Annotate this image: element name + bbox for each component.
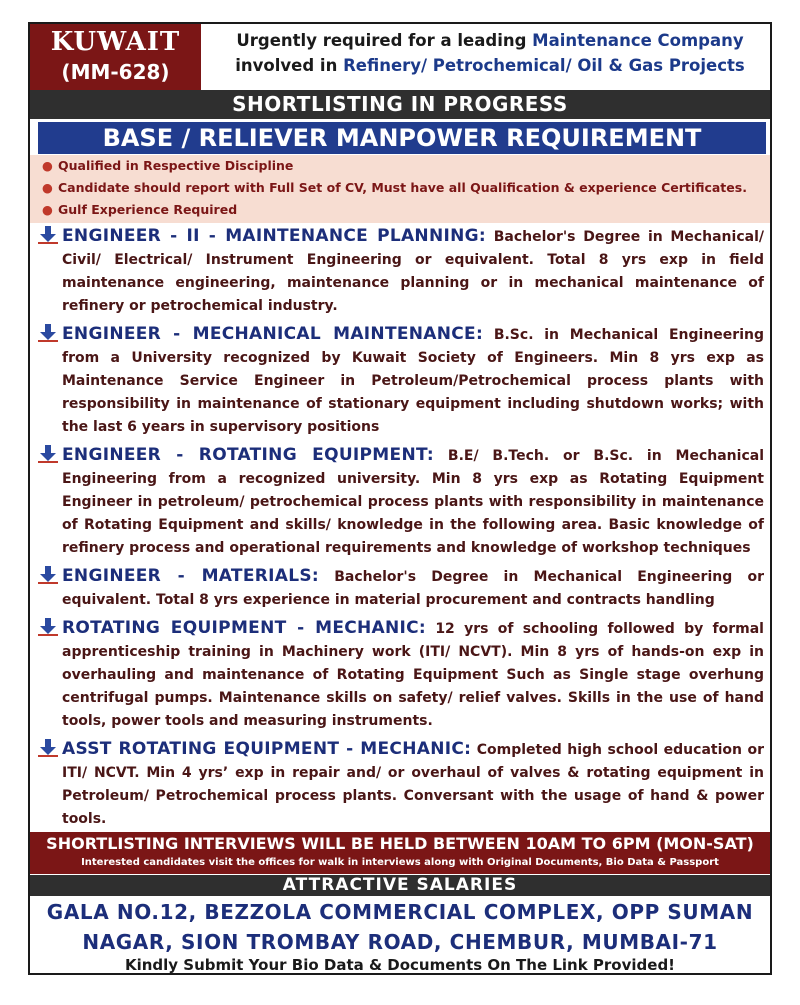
address-line-1: GALA NO.12, BEZZOLA COMMERCIAL COMPLEX, OPP SUMAN [46,900,754,924]
job-title: ASST ROTATING EQUIPMENT - MECHANIC: [62,739,472,759]
job-description: 12 yrs of schooling followed by formal apprenticeship training in Machinery work (ITI/ NCVT). Min 8 yrs of hands-on exp in overhauling and maintenance of Rotating Equipment Such as Single stage overhung centrifugal pumps. Maintenance skills on safety/ relief valves. Skills in the use of hand tools, power tools and measuring instruments. [62,621,764,729]
down-arrow-icon [38,444,58,464]
company-type: Maintenance Company [532,31,744,50]
qualification-text: Qualified in Respective Discipline [58,158,294,173]
job-item [30,565,770,612]
job-advertisement [28,22,772,975]
job-title: ROTATING EQUIPMENT - MECHANIC: [62,618,427,638]
job-item [30,323,770,439]
job-item [30,444,770,560]
down-arrow-icon [38,565,58,585]
intro-line-2-prefix: involved in [235,56,344,75]
down-arrow-icon [38,225,58,245]
down-arrow-icon [38,738,58,758]
job-description: Completed high school education or ITI/ NCVT. Min 4 yrs’ exp in repair and/ or overhaul of valves & rotating equipment in Petroleum/ Petrochemical process plants. Conversant with the usage of hand & power tools. [62,742,764,827]
country-name: KUWAIT [50,27,181,57]
interview-banner [30,832,770,874]
project-types: Refinery/ Petrochemical/ Oil & Gas Projects [343,56,745,75]
reference-code: (MM-628) [61,60,170,84]
qualification-item [42,177,770,199]
interview-schedule: SHORTLISTING INTERVIEWS WILL BE HELD BETWEEN 10AM TO 6PM (MON-SAT) [46,834,754,853]
job-description: B.Sc. in Mechanical Engineering from a University recognized by Kuwait Society of Engineers. Min 8 yrs exp as Maintenance Service Engineer in Petroleum/Petrochemical process plants with responsibility in maintenance of stationary equipment including shutdown works; with the last 6 years in supervisory positions [62,327,764,435]
qualifications-box [30,155,770,223]
walk-in-instructions: Interested candidates visit the offices for walk in interviews along with Original Documents, Bio Data & Passport [81,857,719,868]
header [30,24,770,90]
intro-line-1 [210,28,770,53]
intro-text [210,28,770,78]
job-list [30,225,770,836]
qualification-text: Candidate should report with Full Set of CV, Must have all Qualification & experience Certificates. [58,180,747,195]
salaries-banner: ATTRACTIVE SALARIES [30,875,770,896]
office-address [30,897,770,957]
job-title: ENGINEER - MECHANICAL MAINTENANCE: [62,324,484,344]
qualification-item [42,199,770,221]
job-title: ENGINEER - MATERIALS: [62,566,319,586]
intro-line-2 [210,53,770,78]
down-arrow-icon [38,617,58,637]
job-title: ENGINEER - ROTATING EQUIPMENT: [62,445,435,465]
job-title: ENGINEER - II - MAINTENANCE PLANNING: [62,226,486,246]
job-item [30,225,770,318]
qualification-item [42,155,770,177]
job-description: Bachelor's Degree in Mechanical Engineering or equivalent. Total 8 yrs experience in material procurement and contracts handling [62,569,765,608]
down-arrow-icon [38,323,58,343]
intro-line-1-prefix: Urgently required for a leading [236,31,533,50]
job-description: Bachelor's Degree in Mechanical/ Civil/ Electrical/ Instrument Engineering or equivalent. Total 8 yrs exp in field maintenance engineering, maintenance planning or in mechanical maintenance of refinery or petrochemical industry. [62,229,764,314]
qualification-text: Gulf Experience Required [58,202,238,217]
requirement-banner: BASE / RELIEVER MANPOWER REQUIREMENT [38,122,766,154]
job-description: B.E/ B.Tech. or B.Sc. in Mechanical Engineering from a recognized university. Min 8 yrs exp as Rotating Equipment Engineer in petroleum/ petrochemical process plants with responsibility in maintenance of Rotating Equipment and skills/ knowledge in the following area. Basic knowledge of refinery process and operational requirements and knowledge of workshop techniques [62,448,764,556]
bullet-icon: ● [42,158,53,173]
country-badge [30,24,201,90]
submit-note: Kindly Submit Your Bio Data & Documents On The Link Provided! [124,956,676,974]
bullet-icon: ● [42,202,53,217]
job-item [30,617,770,733]
shortlisting-banner: SHORTLISTING IN PROGRESS [30,90,770,119]
address-line-2: NAGAR, SION TROMBAY ROAD, CHEMBUR, MUMBAI-71 [82,930,718,954]
job-item [30,738,770,831]
bullet-icon: ● [42,180,53,195]
